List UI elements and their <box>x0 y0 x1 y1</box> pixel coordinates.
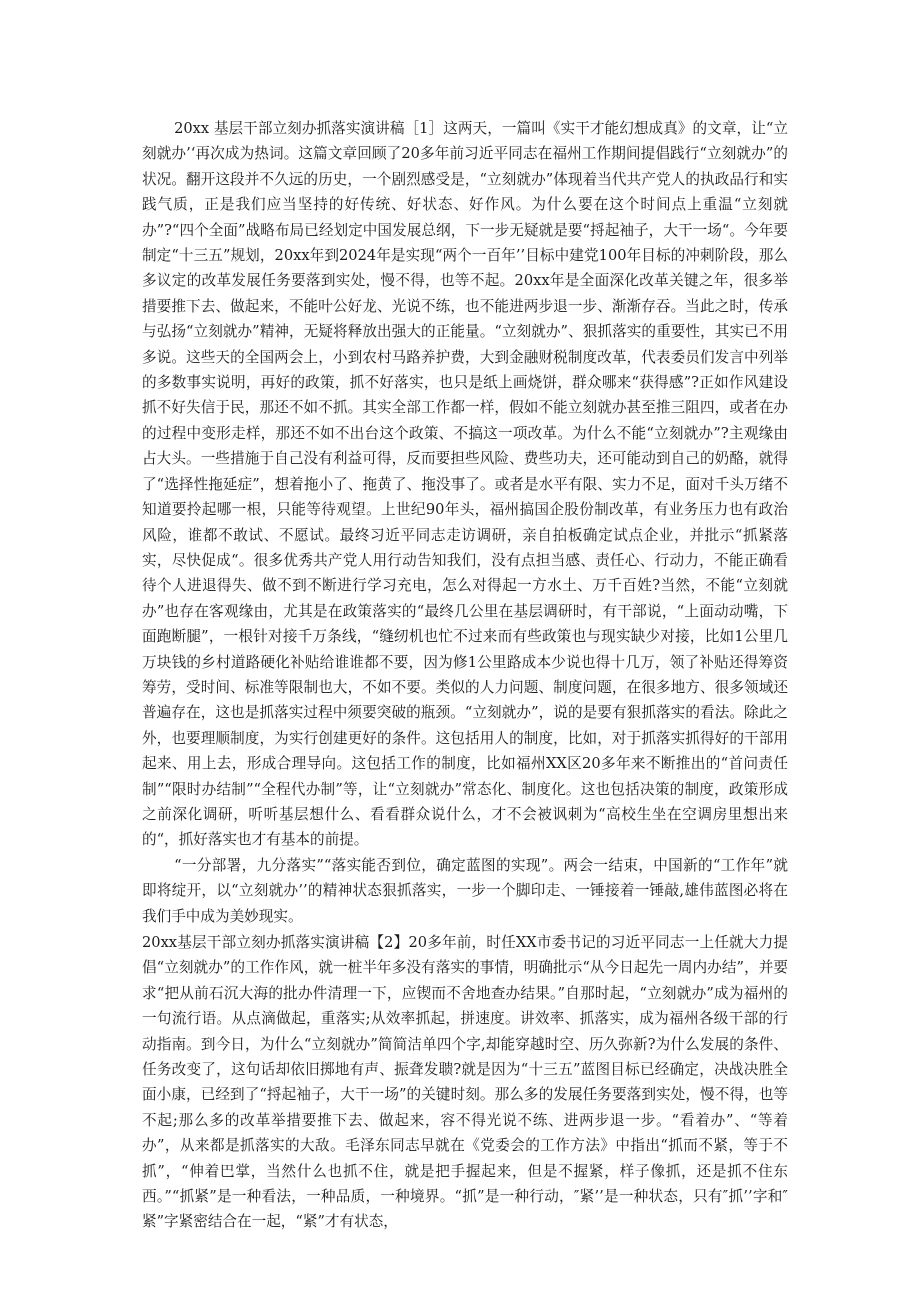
paragraph-speech-1-conclusion: “一分部署，九分落实”“落实能否到位，确定蓝图的实现”。两会一结束，中国新的“工作年”就即将绽开，以“立刻就办’’的精神状态狠抓落实，一步一个脚印走、一锤接着一锤敲,雄伟蓝图必将在我们手中成为美妙现实。 <box>142 856 788 925</box>
paragraph-speech-2: 20xx基层干部立刻办抓落实演讲稿【2】20多年前，时任XX市委书记的习近平同志一上任就大力提倡“立刻就办”的工作作风，就一桩半年多没有落实的事情，明确批示“从今日起先一周内办结”，并要求“把从前石沉大海的批办件清理一下，应锲而不舍地查办结果。”自那时起，“立刻就办”成为福州的一句流行语。从点滴做起，重落实;从效率抓起，拼速度。讲效率、抓落实，成为福州各级干部的行动指南。到今日，为什么“立刻就办”简简洁单四个字,却能穿越时空、历久弥新?为什么发展的条件、任务改变了，这句话却依旧掷地有声、振聋发聩?就是因为“十三五”蓝图目标已经确定，决战决胜全面小康，已经到了“捋起袖子，大干一场”的关键时刻。那么多的发展任务要落到实处，慢不得，也等不起;那么多的改革举措要推下去、做起来，容不得光说不练、进两步退一步。“看着办”、“等着办”，从来都是抓落实的大敌。毛泽东同志早就在《党委会的工作方法》中指出“抓而不紧，等于不抓”，“伸着巴掌，当然什么也抓不住，就是把手握起来，但是不握紧，样子像抓，还是抓不住东西。”“抓紧”是一种看法，一种品质，一种境界。“抓”是一种行动，″紧’’是一种状态，只有″抓’’字和″紧”字紧密结合在一起，“紧”才有状态， <box>142 934 788 1231</box>
paragraph-speech-1: 20xx 基层干部立刻办抓落实演讲稿［1］这两天，一篇叫《实干才能幻想成真》的文章，让“立刻就办’‘再次成为热词。这篇文章回顾了20多年前习近平同志在福州工作期间提倡践行“立刻就办”的状况。翻开这段并不久远的历史，一个剧烈感受是，“立刻就办”体现着当代共产党人的执政品行和实践气质，正是我们应当坚持的好传统、好状态、好作风。为什么要在这个时间点上重温“立刻就办”?“四个全面”战略布局已经划定中国发展总纲，下一步无疑就是要“捋起袖子，大干一场“。今年要制定“十三五”规划，20xx年到2024年是实现“两个一百年’’目标中建党100年目标的冲刺阶段，那么多议定的改革发展任务要落到实处，慢不得，也等不起。20xx年是全面深化改革关键之年，很多举措要推下去、做起来，不能叶公好龙、光说不练，也不能进两步退一步、渐渐存吞。当此之时，传承与弘扬“立刻就办”精神，无疑将释放出强大的正能量。“立刻就办”、狠抓落实的重要性，其实已不用多说。这些天的全国两会上，小到农村马路养护费，大到金融财税制度改革，代表委员们发言中列举的多数事实说明，再好的政策，抓不好落实，也只是纸上画烧饼，群众哪来“获得感”?正如作风建设抓不好失信于民，那还不如不抓。其实全部工作都一样，假如不能立刻就办甚至推三阻四，或者在办的过程中变形走样，那还不如不出台这个政策、不搞这一项改革。为什么不能“立刻就办”?主观缘由占大头。一些措施于自己没有利益可得，反而要担些风险、费些功夫，还可能动到自己的奶酪，就得了“选择性拖延症”，想着拖小了、拖黄了、拖没事了。或者是水平有限、实力不足，面对千头万绪不知道要拎起哪一根，只能等待观望。上世纪90年头，福州搞国企股份制改革，有业务压力也有政治风险，谁都不敢试、不愿试。最终习近平同志走访调研，亲自拍板确定试点企业，并批示“抓紧落实，尽快促成“。很多优秀共产党人用行动告知我们，没有点担当感、责任心、行动力，不能正确看待个人进退得失、做不到不断进行学习充电，怎么对得起一方水土、万千百姓?当然，不能“立刻就办”也存在客观缘由，尤其是在政策落实的“最终几公里在基层调研时，有干部说，“上面动动嘴，下面跑断腿”，一根针对接千万条线，“缝纫机也忙不过来而有些政策也与现实缺少对接，比如1公里几万块钱的乡村道路硬化补贴给谁谁都不要，因为修1公里路成本少说也得十几万，领了补贴还得筹资筹劳，受时间、标准等限制也大，不如不要。类似的人力问题、制度问题，在很多地方、很多领域还普遍存在，这也是抓落实过程中须要突破的瓶颈。“立刻就办”，说的是要有狠抓落实的看法。除此之外，也要理顺制度，为实行创建更好的条件。这包括用人的制度，比如，对于抓落实抓得好的干部用起来、用上去，形成合理导向。这包括工作的制度，比如福州XX区20多年来不断推出的“首问责任制”“限时办结制”“全程代办制”等，让“立刻就办”常态化、制度化。这也包括决策的制度，政策形成之前深化调研，听听基层想什么、看看群众说什么，才不会被讽刺为“高校生坐在空调房里想出来的“，抓好落实也才有基本的前提。 <box>142 120 788 849</box>
document-page <box>142 116 788 1235</box>
